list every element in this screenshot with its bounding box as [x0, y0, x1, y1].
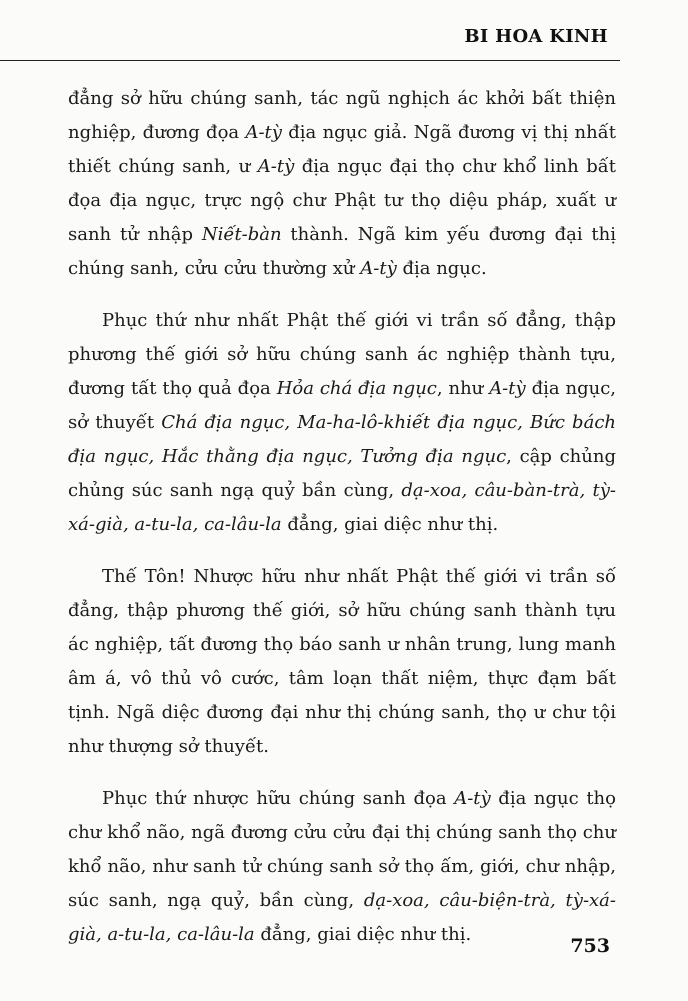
paragraph-1: đẳng sở hữu chúng sanh, tác ngũ nghịch ác khởi bất thiện nghiệp, đương đọa A-tỳ địa ngục giả. Ngã đương vị thị nhất thiết chúng sanh, ư A-tỳ địa ngục đại thọ chư khổ linh bất đọa địa ngục, trực ngộ chư Phật tư thọ diệu pháp, xuất ư sanh tử nhập Niết-bàn thành. Ngã kim yếu đương đại thị chúng sanh, cửu cửu thường xử A-tỳ địa ngục. [68, 88, 616, 279]
paragraph-2: Phục thứ như nhất Phật thế giới vi trần số đẳng, thập phương thế giới sở hữu chúng sanh ác nghiệp thành tựu, đương tất thọ quả đọa Hỏa chá địa ngục, như A-tỳ địa ngục, sở thuyết Chá địa ngục, Ma-ha-lô-khiết địa ngục, Bức bách địa ngục, Hắc thằng địa ngục, Tưởng địa ngục, cập chủng chủng súc sanh ngạ quỷ bần cùng, dạ-xoa, câu-bàn-trà, tỳ-xá-già, a-tu-la, ca-lâu-la đẳng, giai diệc như thị. [68, 310, 616, 535]
header-rule [0, 60, 620, 61]
page-number: 753 [570, 935, 610, 957]
paragraph-4: Phục thứ nhược hữu chúng sanh đọa A-tỳ địa ngục thọ chư khổ não, ngã đương cửu cửu đại thị chúng sanh thọ chư khổ não, như sanh tử chúng sanh sở thọ ấm, giới, chư nhập, súc sanh, ngạ quỷ, bần cùng, dạ-xoa, câu-biện-trà, tỳ-xá-già, a-tu-la, ca-lâu-la đẳng, giai diệc như thị. [68, 788, 616, 945]
running-head: BI HOA KINH [464, 26, 608, 47]
body-text [68, 82, 616, 970]
paragraph-3: Thế Tôn! Nhược hữu như nhất Phật thế giới vi trần số đẳng, thập phương thế giới, sở hữu chúng sanh thành tựu ác nghiệp, tất đương thọ báo sanh ư nhân trung, lung manh âm á, vô thủ vô cước, tâm loạn thất niệm, thực đạm bất tịnh. Ngã diệc đương đại như thị chúng sanh, thọ ư chư tội như thượng sở thuyết. [68, 566, 616, 757]
